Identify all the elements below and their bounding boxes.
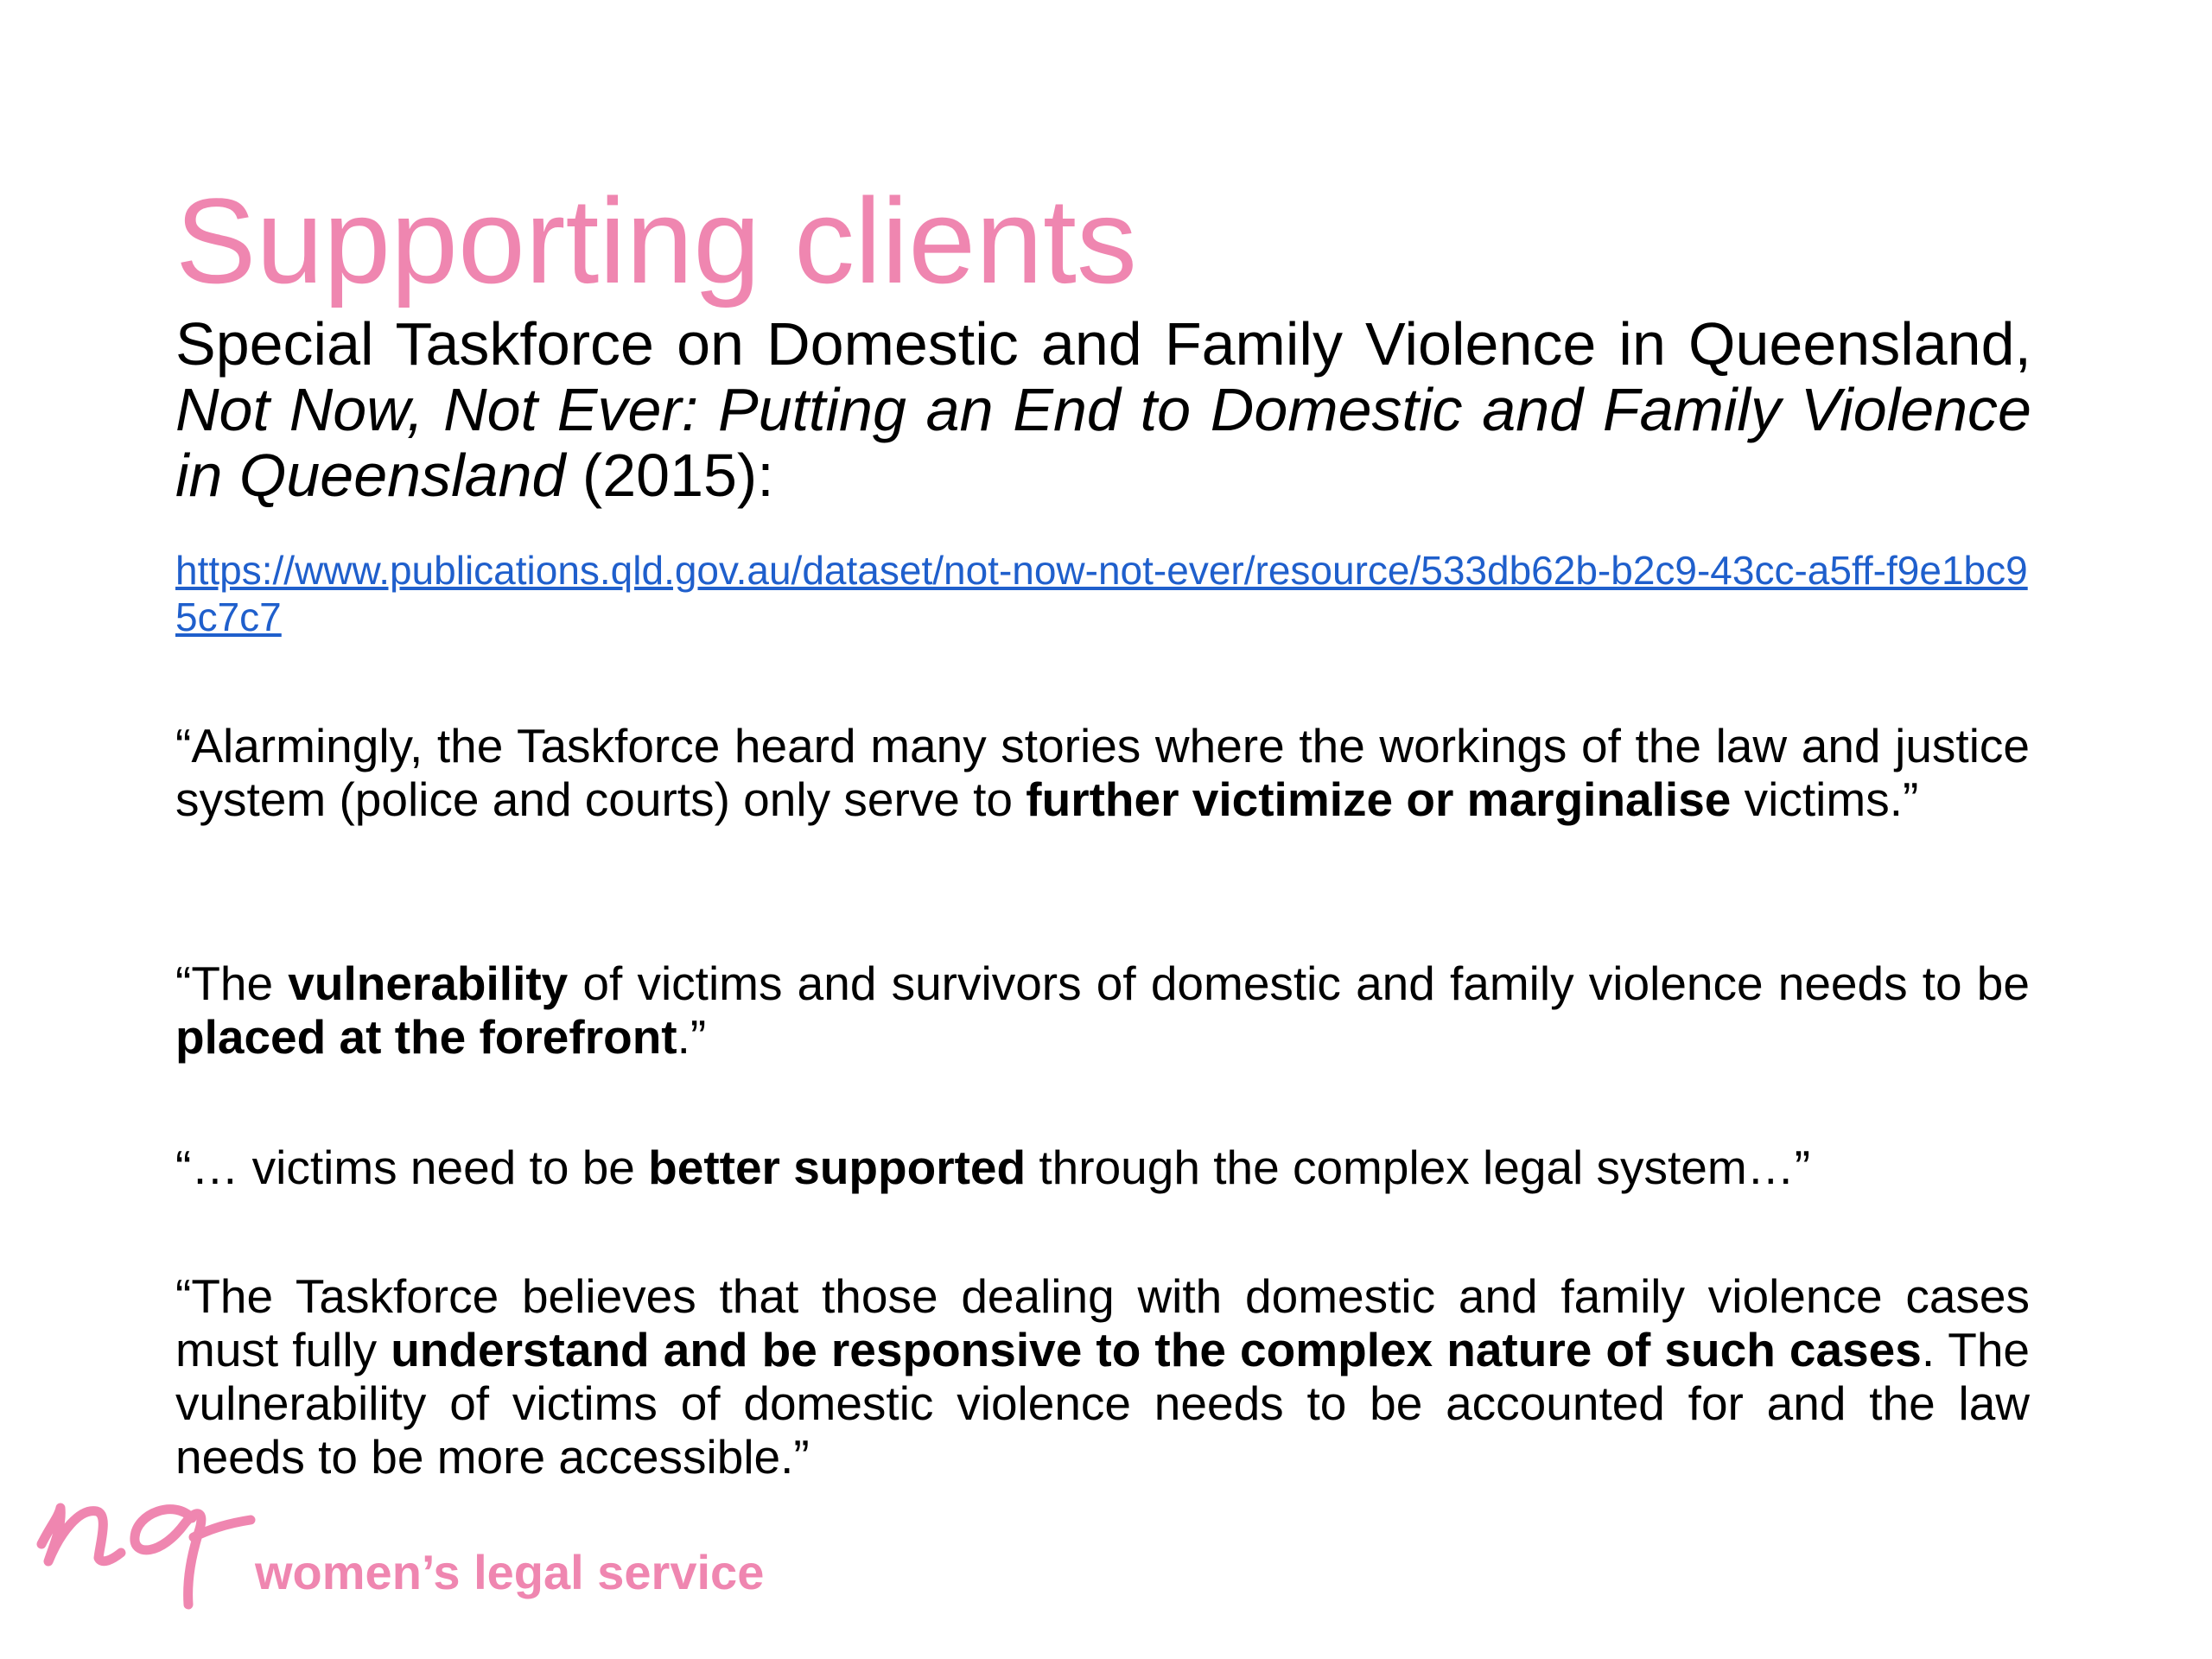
citation-year: (2015):	[565, 442, 774, 509]
quote-text: victims.”	[1731, 772, 1919, 826]
quote-text: of victims and survivors of domestic and family violence needs to be	[568, 957, 2030, 1010]
quote-2	[175, 957, 2030, 1064]
citation-lead: Special Taskforce on Domestic and Family Violence in Queensland,	[175, 310, 2031, 378]
quote-emphasis: understand and be responsive to the complex nature of such cases	[391, 1323, 1922, 1376]
logo-mark-n	[41, 1508, 121, 1561]
quote-1	[175, 719, 2030, 826]
quote-text: “… victims need to be	[175, 1141, 649, 1194]
quote-3	[175, 1141, 2030, 1194]
quote-emphasis: placed at the forefront	[175, 1010, 677, 1064]
citation-report-title: Not Now, Not Ever: Putting an End to Domestic and Family Violence in Queensland	[175, 376, 2031, 509]
quote-emphasis: vulnerability	[288, 957, 569, 1010]
quote-text: .”	[677, 1010, 707, 1064]
report-link[interactable]: https://www.publications.qld.gov.au/dataset/not-now-not-ever/resource/533db62b-b2c9-43cc-a5ff-f9e1bc95c7c7	[175, 548, 2028, 639]
logo-text: women’s legal service	[255, 1545, 765, 1599]
logo-mark-strokes	[41, 1508, 251, 1605]
nq-script-logo-icon	[35, 1482, 276, 1611]
quote-text: “Alarmingly, the Taskforce heard many stories where the workings of the law and justice system (police and courts) only serve to	[175, 719, 2030, 826]
quote-text: “The	[175, 957, 289, 1010]
quote-emphasis: further victimize or marginalise	[1026, 772, 1732, 826]
quote-emphasis: better supported	[648, 1141, 1027, 1194]
source-citation	[175, 311, 2031, 508]
organisation-logo	[35, 1482, 812, 1611]
logo-mark-q	[135, 1510, 201, 1605]
slide-title: Supporting clients	[175, 173, 1137, 308]
quote-text: through the complex legal system…”	[1026, 1141, 1811, 1194]
quote-text: “The Taskforce believes that those dealing with domestic and family violence cases must fully	[175, 1269, 2030, 1376]
quote-4	[175, 1269, 2030, 1484]
quote-text: . The vulnerability of victims of domestic violence needs to be accounted for and the law needs to be more accessible.”	[175, 1323, 2030, 1484]
